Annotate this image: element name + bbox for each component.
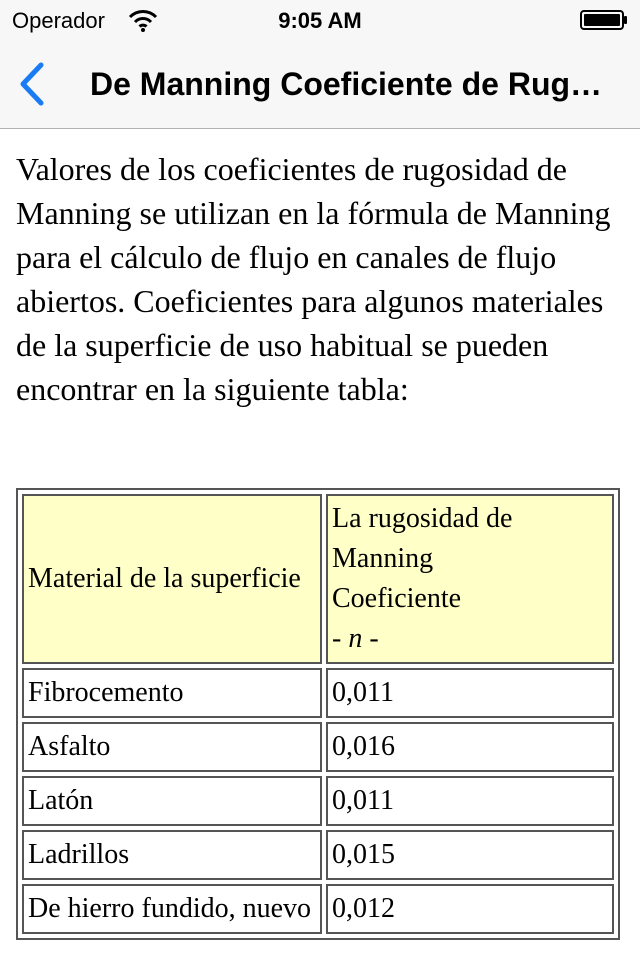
chevron-left-icon xyxy=(17,62,47,106)
header-material xyxy=(22,494,322,664)
material-cell: Asfalto xyxy=(22,722,322,772)
header-coef-symbol-line xyxy=(332,619,608,659)
value-cell: 0,012 xyxy=(326,884,614,934)
header-coef-prefix: - xyxy=(332,623,349,654)
table-row xyxy=(22,776,614,826)
material-cell: Ladrillos xyxy=(22,830,322,880)
value-cell: 0,016 xyxy=(326,722,614,772)
value-cell: 0,011 xyxy=(326,668,614,718)
page-title: De Manning Coeficiente de Rug… xyxy=(90,66,603,102)
material-cell: Fibrocemento xyxy=(22,668,322,718)
header-coefficient xyxy=(326,494,614,664)
navigation-bar xyxy=(0,40,640,129)
header-coef-suffix: - xyxy=(362,623,379,654)
header-coef-line2: Manning xyxy=(332,543,434,574)
header-coef-line1: La rugosidad de xyxy=(332,503,513,534)
header-coef-symbol: n xyxy=(348,623,363,654)
intro-paragraph: Valores de los coeficientes de rugosidad de Manning se utilizan en la fórmula de Manning para el cálculo de flujo en canales de flujo abiertos. Coeficientes para algunos materiales de la superficie de uso habitual se pueden encontrar en la siguiente tabla: xyxy=(16,151,611,407)
value-cell: 0,011 xyxy=(326,776,614,826)
status-time: 9:05 AM xyxy=(278,8,362,33)
table-row xyxy=(22,830,614,880)
battery-icon xyxy=(580,10,628,30)
table-row xyxy=(22,884,614,934)
back-button[interactable] xyxy=(6,58,58,110)
content-scroll-area[interactable] xyxy=(0,129,640,960)
header-material-label: Material de la superficie xyxy=(28,563,301,594)
manning-coefficients-table xyxy=(16,488,620,940)
material-cell: De hierro fundido, nuevo xyxy=(22,884,322,934)
carrier-name: Operador xyxy=(12,8,105,33)
header-coef-line3: Coeficiente xyxy=(332,583,462,614)
table-row xyxy=(22,722,614,772)
table-header-row xyxy=(22,494,614,664)
value-cell: 0,015 xyxy=(326,830,614,880)
table-row xyxy=(22,668,614,718)
material-cell: Latón xyxy=(22,776,322,826)
status-bar xyxy=(0,0,640,40)
